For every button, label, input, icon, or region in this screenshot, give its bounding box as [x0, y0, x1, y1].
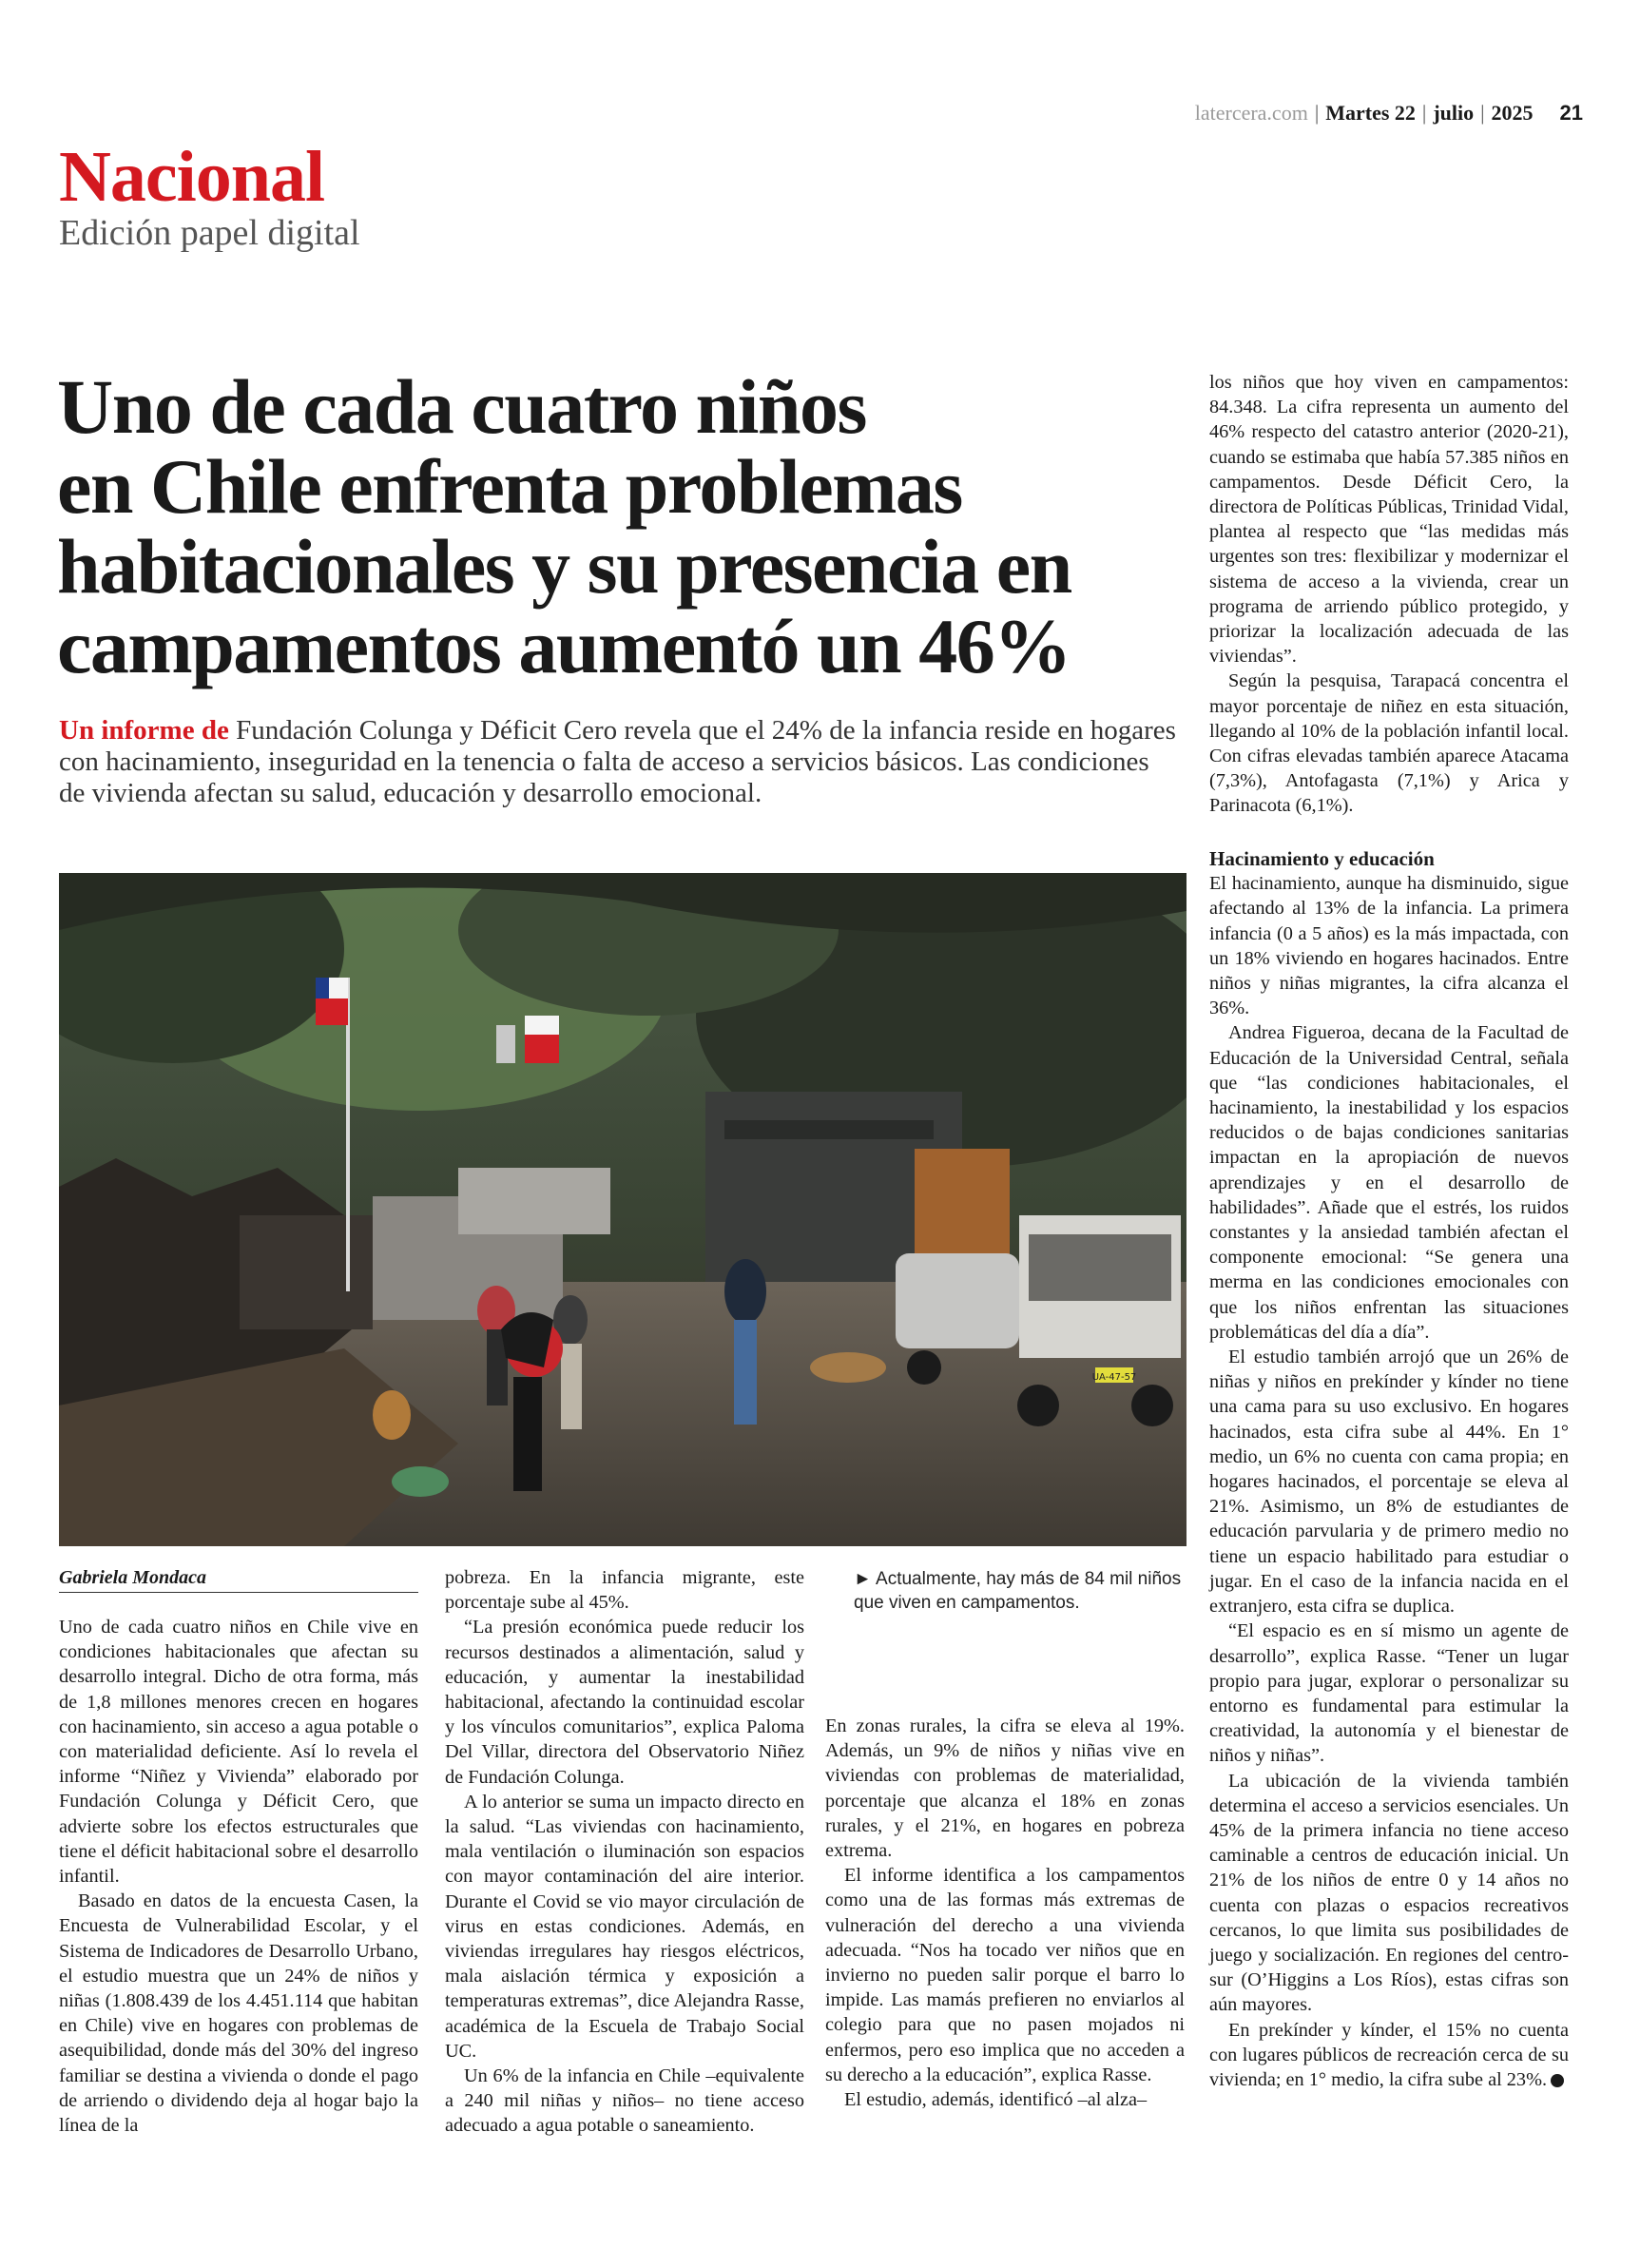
section-subhead: Hacinamiento y educación — [1209, 847, 1435, 870]
page-header: latercera.com | Martes 22 | julio | 2025 21 — [1194, 101, 1583, 125]
byline: Gabriela Mondaca — [59, 1567, 418, 1593]
body-column-4 — [1209, 370, 1569, 819]
paragraph: Basado en datos de la encuesta Casen, la Encuesta de Vulnerabilidad Escolar, y el Sistema de Indicadores de Desarrollo Urbano, el estudio muestra que un 24% de niños y niñas (1.808.439 de los 4.451.114 que habitan en Chile) vive en hogares con problemas de asequibilidad, donde más del 30% del ingreso familiar se destina a vivienda o donde el pago de arriendo o dividendo deja al hogar bajo la línea de la — [59, 1890, 418, 2137]
paragraph: El estudio, además, identificó –al alza– — [844, 2089, 1148, 2111]
paragraph: A lo anterior se suma un impacto directo en la salud. “Las viviendas con hacinamiento, mala ventilación o iluminación son espacios con mayor contaminación del aire interior. Durante el Covid se vio mayor circulación de virus en estas condiciones. Además, en viviendas irregulares hay riesgos eléctricos, mala aislación térmica y exposición a temperaturas extremas”, dice Alejandra Rasse, académica de la Escuela de Trabajo Social UC. — [445, 1791, 804, 2062]
body-column-2 — [445, 1565, 804, 2139]
body-column-4-continued — [1209, 846, 1569, 2092]
paragraph: La ubicación de la vivienda también determina el acceso a servicios esenciales. Un 45% de la primera infancia no tiene acceso caminable a centros de educación inicial. Un 21% de los niños de entre 0 y 14 años no cuenta con plazas o espacios recreativos cercanos, lo que limita sus posibilidades de juego y socialización. En regiones del centro-sur (O’Higgins a Los Ríos), estas cifras son aún mayores. — [1209, 1770, 1569, 2016]
date-weekday: Martes 22 — [1325, 101, 1416, 125]
headline-line: Uno de cada cuatro niños — [57, 363, 866, 450]
headline — [57, 363, 1198, 689]
body-column-3 — [825, 1714, 1185, 2112]
date-month: julio — [1433, 101, 1475, 125]
paragraph-text: En prekínder y kínder, el 15% no cuenta con lugares públicos de recreación cerca de su vivienda; en 1° medio, la cifra sube al 23%. — [1209, 2019, 1569, 2090]
paragraph: “El espacio es en sí mismo un agente de desarrollo”, explica Rasse. “Tener un lugar propio para jugar, explorar o personalizar su entorno es fundamental para estimular la creatividad, la autonomía y el bienestar de niños y niñas”. — [1209, 1620, 1569, 1767]
license-plate: UA-47-57 — [1091, 1372, 1137, 1383]
photo-caption: ► Actualmente, hay más de 84 mil niños que viven en campamentos. — [854, 1569, 1182, 1613]
date-year: 2025 — [1491, 101, 1534, 125]
paragraph: El estudio también arrojó que un 26% de niñas y niños en prekínder y kínder no tiene una cama para su uso exclusivo. En hogares hacinados, esta cifra sube al 44%. En 1° medio, un 6% no cuenta con cama propia; en hogares hacinados, el porcentaje se eleva al 21%. Asimismo, un 8% de estudiantes de educación parvularia y de primero medio no tiene un espacio habilitado para estudiar o jugar. En el caso de la infancia nacida en el extranjero, esta cifra se duplica. — [1209, 1347, 1569, 1618]
section-title: Nacional — [59, 137, 325, 217]
lead-paragraph — [59, 715, 1181, 809]
paragraph: Según la pesquisa, Tarapacá concentra el mayor porcentaje de niñez en esta situación, llegando al 10% de la población infantil local. Con cifras elevadas también aparece Atacama (7,3%), Antofagasta (7,1%) y Arica y Parinacota (6,1%). — [1209, 670, 1569, 817]
paragraph: En zonas rurales, la cifra se eleva al 19%. Además, un 9% de niños y niñas vive en viviendas con problemas de materialidad, porcentaje que alcanza el 18% en zonas rurales, y el 21%, en hogares en pobreza extrema. — [825, 1716, 1185, 1862]
site-url[interactable]: latercera.com — [1194, 101, 1308, 125]
headline-line: habitacionales y su presencia en — [57, 523, 1071, 610]
end-of-article-icon — [1551, 2074, 1564, 2087]
lead-text: Fundación Colunga y Déficit Cero revela que el 24% de la infancia reside en hogares con hacinamiento, inseguridad en la tenencia o falta de acceso a servicios básicos. Las condiciones de vivienda afectan su salud, educación y desarrollo emocional. — [59, 715, 1176, 808]
article-photo — [59, 873, 1187, 1546]
paragraph: El hacinamiento, aunque ha disminuido, sigue afectando al 13% de la infancia. La primera infancia (0 a 5 años) es la más impactada, con un 18% viviendo en hogares hacinados. Entre niños y niñas migrantes, la cifra alcanza el 36%. — [1209, 873, 1569, 1019]
headline-line: en Chile enfrenta problemas — [57, 443, 962, 530]
paragraph: El informe identifica a los campamentos como una de las formas más extremas de vulneración del derecho a una vivienda adecuada. “Nos ha tocado ver niños que en invierno no pueden salir porque el barro lo impide. Las mamás prefieren no enviarlos al colegio para que no pasen mojados ni enfermos, pero eso implica que no acceden a su derecho a la educación”, explica Rasse. — [825, 1865, 1185, 2085]
paragraph: Un 6% de la infancia en Chile –equivalente a 240 mil niñas y niños– no tiene acceso adecuado a agua potable o saneamiento. — [445, 2065, 804, 2137]
paragraph: Uno de cada cuatro niños en Chile vive en condiciones habitacionales que afectan su desarrollo integral. Dicho de otra forma, más de 1,8 millones menores crecen en hogares con hacinamiento, sin acceso a agua potable o con materialidad deficiente. Así lo revela el informe “Niñez y Vivienda” elaborado por Fundación Colunga y Déficit Cero, que advierte sobre los efectos estructurales que tiene el déficit habitacional sobre el desarrollo infantil. — [59, 1617, 418, 1888]
paragraph: pobreza. En la infancia migrante, este porcentaje sube al 45%. — [445, 1567, 804, 1614]
page-number: 21 — [1559, 101, 1583, 125]
body-column-1 — [59, 1615, 418, 2138]
lead-kicker: Un informe de — [59, 715, 229, 746]
paragraph-last — [1209, 2018, 1569, 2093]
paragraph: Andrea Figueroa, decana de la Facultad de Educación de la Universidad Central, señala que “las condiciones habitacionales, el hacinamiento, la inestabilidad y los espacios reducidos o de bajas condiciones sanitarias impactan en la apropiación de nuevos aprendizajes y en el desarrollo de habilidades”. Añade que el estrés, los ruidos constantes y la ansiedad también afectan el componente emocional: “Se genera una merma en las condiciones emocionales con que los niños enfrentan las situaciones problemáticas del día a día”. — [1209, 1022, 1569, 1343]
paragraph: los niños que hoy viven en campamentos: 84.348. La cifra representa un aumento del 46% respecto del catastro anterior (2020-21), cuando se estimaba que había 57.385 niños en campamentos. Desde Déficit Cero, la directora de Políticas Públicas, Trinidad Vidal, plantea al respecto que “las medidas más urgentes son tres: flexibilizar y modernizar el sistema de acceso a la vivienda, crear un programa de arriendo público protegido, y priorizar la localización adecuada de las viviendas”. — [1209, 372, 1569, 668]
paragraph: “La presión económica puede reducir los recursos destinados a alimentación, salud y educación, y aumentar la inestabilidad habitacional, afectando la continuidad escolar y los vínculos comunitarios”, explica Paloma Del Villar, directora del Observatorio Niñez de Fundación Colunga. — [445, 1617, 804, 1788]
edition-label: Edición papel digital — [59, 213, 360, 253]
campamento-photo — [59, 873, 1187, 1546]
headline-line: campamentos aumentó un 46% — [57, 603, 1071, 689]
